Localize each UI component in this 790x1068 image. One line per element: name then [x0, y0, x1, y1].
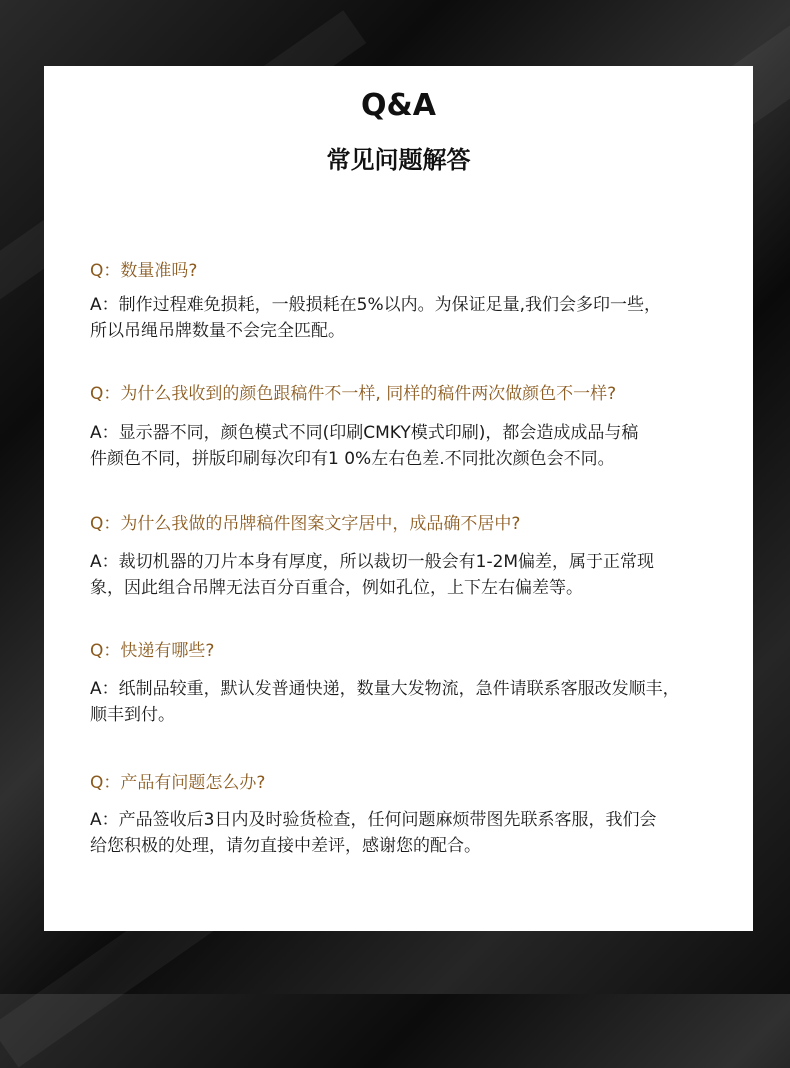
- answer-line: 给您积极的处理，请勿直接中差评，感谢您的配合。: [90, 836, 481, 856]
- answer-line: 象，因此组合吊牌无法百分百重合，例如孔位，上下左右偏差等。: [90, 578, 583, 598]
- faq-answer: [90, 549, 654, 601]
- faq-card: [44, 66, 753, 931]
- answer-line: A：裁切机器的刀片本身有厚度，所以裁切一般会有1-2M偏差，属于正常现: [90, 552, 655, 572]
- answer-line: 件颜色不同，拼版印刷每次印有1 0%左右色差.不同批次颜色会不同。: [90, 449, 615, 469]
- page-subtitle: 常见问题解答: [326, 146, 471, 174]
- faq-question: Q：数量准吗?: [90, 261, 198, 281]
- answer-line: A：制作过程难免损耗，一般损耗在5%以内。为保证足量,我们会多印一些，: [90, 295, 662, 315]
- faq-answer: [90, 676, 680, 728]
- page-title: Q&A: [361, 88, 436, 123]
- faq-question: Q：产品有问题怎么办?: [90, 773, 266, 793]
- faq-answer: [90, 420, 638, 472]
- faq-answer: [90, 807, 656, 859]
- answer-line: A：纸制品较重，默认发普通快递，数量大发物流，急件请联系客服改发顺丰，: [90, 679, 680, 699]
- answer-line: A：显示器不同，颜色模式不同(印刷CMKY模式印刷)，都会造成成品与稿: [90, 423, 639, 443]
- faq-answer: [90, 292, 661, 344]
- answer-line: A：产品签收后3日内及时验货检查，任何问题麻烦带图先联系客服，我们会: [90, 810, 657, 830]
- answer-line: 顺丰到付。: [90, 705, 175, 725]
- faq-question: Q：为什么我收到的颜色跟稿件不一样, 同样的稿件两次做颜色不一样?: [90, 384, 617, 404]
- faq-question: Q：为什么我做的吊牌稿件图案文字居中，成品确不居中?: [90, 514, 521, 534]
- answer-line: 所以吊绳吊牌数量不会完全匹配。: [90, 321, 345, 341]
- faq-question: Q：快递有哪些?: [90, 641, 215, 661]
